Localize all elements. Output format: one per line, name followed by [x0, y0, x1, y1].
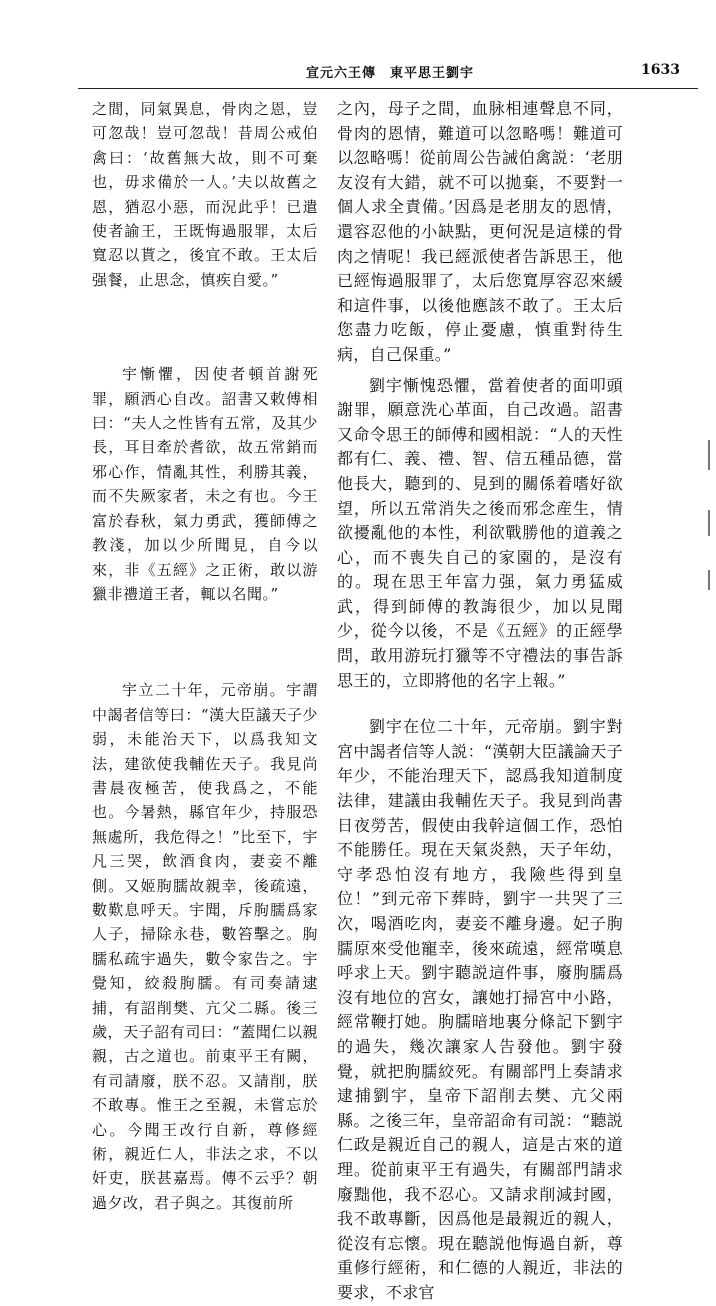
page-number: 1633 — [641, 62, 680, 78]
classical-paragraph-1: 之間，同氣異息，骨肉之恩，豈可忽哉！豈可忽哉！昔周公戒伯禽曰：‘故舊無大故，則不可棄也，毋求備於一人。’夫以故舊之恩，猶忍小惡，而況此乎！已遣使者諭王，王既悔過服罪，太后寬忍以貰之，後宜不敢。王太后强餐，止思念，慎疾自愛。” — [92, 100, 318, 289]
classical-paragraph-3: 宇立二十年，元帝崩。宇謂中謁者信等曰：“漢大臣議天子少弱，未能治天下，以爲我知文法，建欲使我輔佐天子。我見尚書晨夜極苦，使我爲之，不能也。今暑熱，縣官年少，持服恐無處所，我危得之！”比至下，宇凡三哭，飲酒食肉，妻妾不離側。又姬朐臑故親幸，後疏遠，數歎息呼天。宇聞，斥朐臑爲家人子，掃除永巷，數笞擊之。朐臑私疏宇過失，數令家告之。宇覺知，絞殺朐臑。有司奏請逮捕，有詔削樊、亢父二縣。後三歲，天子詔有司曰：“蓋聞仁以親親，古之道也。前東平王有闕，有司請廢，朕不忍。又請削，朕不敢專。惟王之至親，未嘗忘於心。今聞王改行自新，尊修經術，親近仁人，非法之求，不以奸吏，朕甚嘉焉。傳不云乎？朝過夕改，君子與之。其復前所 — [92, 681, 318, 1212]
translation-paragraph-1: 之內，母子之間，血脉相連聲息不同，骨肉的恩情，難道可以忽略嗎！難道可以忽略嗎！從前周公告誡伯禽説：‘老朋友沒有大錯，就不可以拋棄，不要對一個人求全責備。’因爲是老朋友的恩情，還容忍他的小缺點，更何況是這樣的骨肉之情呢！我已經派使者告訴思王，他已經悔過服罪了，太后您寬厚容忍來緩和這件事，以後他應該不敢了。王太后您盡力吃飯，停止憂慮，慎重對待生病，自己保重。” — [337, 99, 623, 364]
running-title: 宣元六王傳 東平思王劉宇 — [306, 66, 475, 81]
page-header — [78, 40, 698, 89]
translation-column — [337, 97, 623, 1306]
classical-text-column — [92, 97, 318, 1215]
classical-paragraph-2: 宇慚懼，因使者頓首謝死罪，願洒心自改。詔書又敕傅相曰：“夫人之性皆有五常，及其少長，耳目牽於耆欲，故五常銷而邪心作，情亂其性，利勝其義，而不失厥家者，未之有也。今王富於春秋，氣力勇武，獲師傅之教淺，加以少所聞見，自今以來，非《五經》之正術，敢以游獵非禮道王者，輒以名聞。” — [92, 365, 318, 603]
page-edge-marks — [706, 440, 712, 600]
translation-paragraph-2: 劉宇慚愧恐懼，當着使者的面叩頭謝罪，願意洗心革面，自己改過。詔書又命令思王的師傅和國相説：“人的天性都有仁、義、禮、智、信五種品德，當他長大，聽到的、見到的關係着嗜好欲望，所以五常消失之後而邪念産生，情欲擾亂他的本性，利欲戰勝他的道義之心，而不喪失自己的家園的，是沒有的。現在思王年富力强，氣力勇猛威武，得到師傅的教誨很少，加以見聞少，從今以後，不是《五經》的正經學問，敢用游玩打獵等不守禮法的事告訴思王的，立即將他的名字上報。” — [337, 375, 623, 690]
translation-paragraph-3: 劉宇在位二十年，元帝崩。劉宇對宮中謁者信等人説：“漢朝大臣議論天子年少，不能治理天下，認爲我知道制度法律，建議由我輔佐天子。我見到尚書日夜勞苦，假使由我幹這個工作，恐怕不能勝任。現在天氣炎熱，天子年幼，守孝恐怕沒有地方，我險些得到皇位！”到元帝下葬時，劉宇一共哭了三次，喝酒吃肉，妻妾不離身邊。妃子朐臑原來受他寵幸，後來疏遠，經常嘆息呼求上天。劉宇聽説這件事，廢朐臑爲沒有地位的宮女，讓她打掃宮中小路，經常鞭打她。朐臑暗地裏分條記下劉宇的過失，幾次讓家人告發他。劉宇發覺，就把朐臑絞死。有關部門上奏請求逮捕劉宇，皇帝下詔削去樊、亢父兩縣。之後三年，皇帝詔命有司説：“聽説仁政是親近自己的親人，這是古來的道理。從前東平王有過失，有關部門請求廢黜他，我不忍心。又請求削減封國，我不敢專斷，因爲他是最親近的親人，從沒有忘懷。現在聽説他悔過自新，尊重修行經術，和仁德的人親近，非法的要求，不求官 — [337, 717, 623, 1302]
